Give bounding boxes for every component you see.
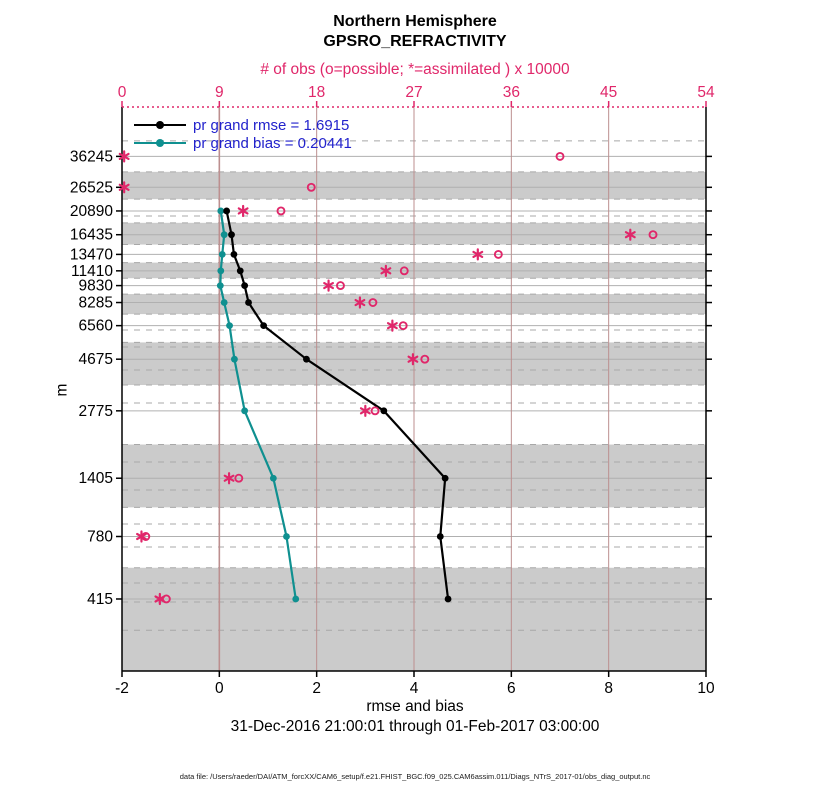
top-tick-label: 45: [600, 84, 618, 101]
x-tick-label: 0: [215, 680, 224, 697]
legend-item-bias: [134, 134, 352, 152]
bias-series-point: [270, 475, 277, 482]
bias-series-point: [241, 407, 248, 414]
y-tick-label: 20890: [69, 202, 113, 220]
y-tick-label: 415: [87, 590, 113, 608]
rmse-series-point: [445, 596, 452, 603]
bias-series-point: [226, 322, 233, 329]
y-tick-label: 26525: [69, 179, 113, 197]
rmse-series-point: [223, 208, 230, 215]
bias-series-point: [217, 282, 224, 289]
y-tick-label: 11410: [71, 262, 113, 280]
x-tick-label: 6: [507, 680, 516, 697]
bias-series-point: [221, 231, 228, 238]
chart-title: Northern Hemisphere: [333, 13, 497, 30]
bias-series-point: [219, 251, 226, 258]
bias-series-point: [231, 356, 238, 363]
top-tick-label: 36: [502, 84, 520, 101]
rmse-series-point: [442, 475, 449, 482]
timespan-caption: 31-Dec-2016 21:00:01 through 01-Feb-2017 03:00:00: [230, 718, 600, 735]
y-tick-label: 780: [87, 528, 113, 546]
legend-bias-line-icon: [134, 142, 186, 145]
x-tick-label: 4: [409, 680, 419, 697]
x-tick-label: 2: [312, 680, 321, 697]
bias-series-point: [217, 267, 224, 274]
legend-rmse-line-icon: [134, 124, 186, 127]
bias-series-point: [292, 596, 299, 603]
top-axis-label: # of obs (o=possible; *=assimilated ) x 10000: [260, 61, 570, 78]
bias-series-point: [221, 299, 228, 306]
x-axis-label: rmse and bias: [366, 698, 464, 715]
rmse-series-point: [231, 251, 238, 258]
bias-series-point: [217, 208, 224, 215]
y-tick-label: 6560: [78, 317, 113, 335]
rmse-series-point: [237, 267, 244, 274]
y-tick-label: 8285: [78, 294, 113, 312]
bias-series-point: [283, 533, 290, 540]
chart-subtitle: GPSRO_REFRACTIVITY: [323, 33, 507, 50]
top-tick-label: 54: [697, 84, 715, 101]
top-tick-label: 18: [308, 84, 326, 101]
y-tick-label: 2775: [78, 402, 113, 420]
legend-item-rmse: [134, 116, 352, 134]
rmse-series-point: [260, 322, 267, 329]
y-axis-label: m: [53, 383, 71, 397]
x-tick-label: -2: [115, 680, 129, 697]
x-tick-label: 10: [697, 680, 715, 697]
y-tick-label: 13470: [69, 246, 113, 264]
rmse-series-point: [303, 356, 310, 363]
y-tick-label: 9830: [78, 277, 113, 295]
legend-rmse-label: pr grand rmse = 1.6915: [193, 116, 350, 134]
top-tick-label: 9: [215, 84, 224, 101]
legend: [134, 116, 352, 152]
legend-bias-label: pr grand bias = 0.20441: [193, 134, 352, 152]
y-tick-label: 4675: [78, 351, 113, 369]
rmse-series-point: [245, 299, 252, 306]
rmse-series-point: [241, 282, 248, 289]
top-tick-label: 0: [117, 84, 127, 101]
y-tick-label: 1405: [78, 470, 113, 488]
rmse-series-point: [437, 533, 444, 540]
top-tick-label: 27: [405, 84, 423, 101]
rmse-series-point: [228, 231, 235, 238]
datafile-footer: data file: /Users/raeder/DAI/ATM_forcXX/CAM6_setup/f.e21.FHIST_BGC.f09_025.CAM6assim.011/Diags_NTrS_2017-01/obs_diag_output.nc: [179, 772, 651, 781]
rmse-series-point: [380, 407, 387, 414]
y-tick-label: 36245: [69, 148, 113, 166]
y-tick-label: 16435: [69, 226, 113, 244]
x-tick-label: 8: [604, 680, 613, 697]
